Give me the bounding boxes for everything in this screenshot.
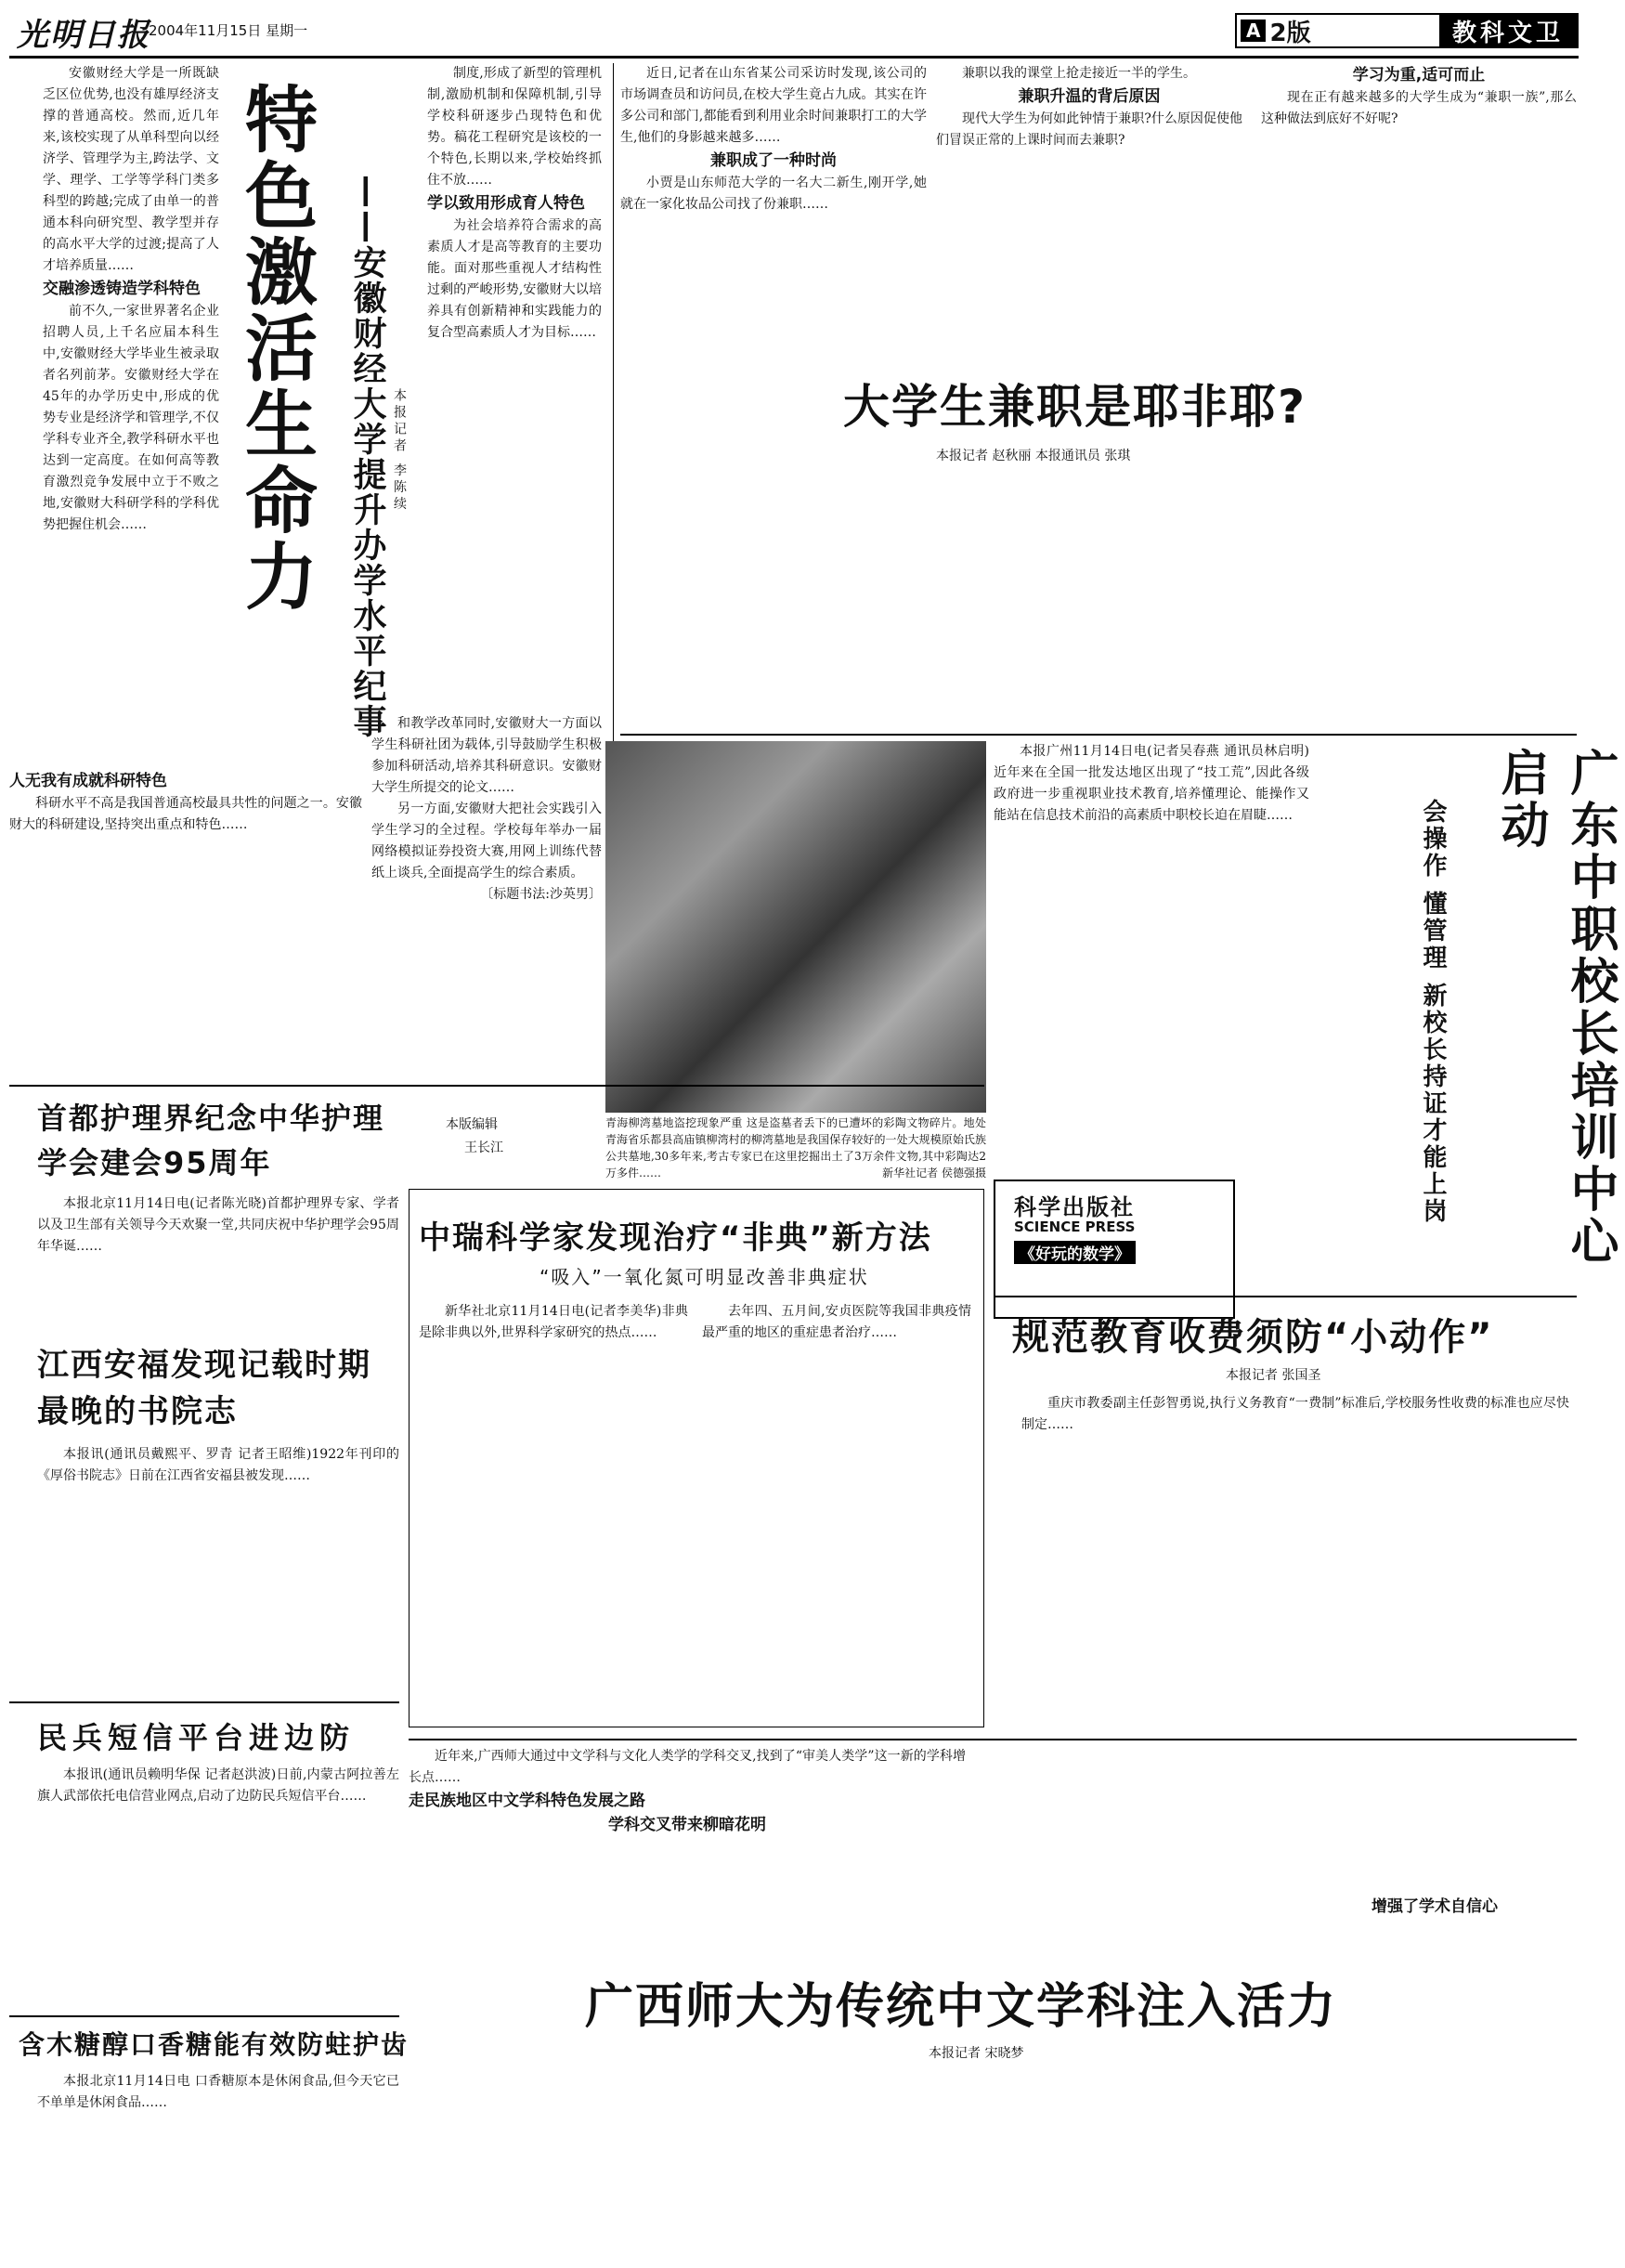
sars-paragraph: 新华社北京11月14日电(记者李美华)非典是除非典以外,世界科学家研究的热点……	[419, 1304, 688, 1340]
tuition-byline: 本报记者 张国圣	[1226, 1368, 1321, 1383]
photo-caption-block	[605, 1114, 986, 1189]
section-rule	[9, 1701, 399, 1703]
section-rule	[994, 1296, 1577, 1297]
parttime-column-3	[1261, 63, 1577, 342]
gum-title: 含木糖醇口香糖能有效防蛀护齿	[19, 2029, 410, 2060]
feature-byline: 本报记者 李陈续	[392, 388, 407, 514]
book-title: 《好玩的数学》	[1014, 1241, 1136, 1264]
gum-paragraph: 本报北京11月14日电 口香糖原本是休闲食品,但今天它已不单单是休闲食品……	[37, 2074, 399, 2110]
militia-paragraph: 本报讯(通讯员赖明华保 记者赵洪波)日前,内蒙古阿拉善左旗人武部依托电信营业网点,启动了边防民兵短信平台……	[37, 1767, 399, 1804]
parttime-subhead: 兼职成了一种时尚	[710, 151, 837, 170]
sars-subtitle: “吸入”一氧化氮可明显改善非典症状	[540, 1266, 869, 1288]
publisher-name: 科学出版社	[1014, 1194, 1135, 1220]
nursing-title: 首都护理界纪念中华护理学会建会95周年	[37, 1101, 385, 1180]
parttime-title: 大学生兼职是耶非耶?	[843, 380, 1307, 434]
parttime-byline: 本报记者 赵秋丽 本报通讯员 张琪	[936, 449, 1131, 463]
page-section-box	[1235, 13, 1579, 48]
parttime-paragraph: 现代大学生为何如此钟情于兼职?什么原因促使他们冒误正常的上课时间而去兼职?	[936, 111, 1242, 148]
guangxi-subhead: 走民族地区中文学科特色发展之路	[409, 1792, 645, 1810]
guangxi-byline: 本报记者 宋晓梦	[929, 2046, 1024, 2061]
sars-column-1	[419, 1301, 688, 1719]
newspaper-name: 光明日报	[17, 17, 150, 54]
library-title: 江西安福发现记载时期最晚的书院志	[37, 1347, 371, 1430]
feature-subhead: 交融渗透铸造学科特色	[43, 280, 201, 298]
masthead	[9, 7, 1579, 54]
photo-caption: 青海柳湾墓地盗挖现象严重 这是盗墓者丢下的已遭坏的彩陶文物碎片。地处青海省乐都县高庙镇柳湾村的柳湾墓地是我国保存较好的一处大规模原始氏族公共墓地,30多年来,考古专家已在这里挖掘出土了3万余件文物,其中彩陶达2万多件……	[605, 1116, 986, 1180]
parttime-column-2	[936, 63, 1242, 342]
section-rule	[9, 2015, 399, 2017]
parttime-article	[620, 63, 1577, 732]
feature-column-1	[43, 63, 219, 825]
feature-column-3	[427, 63, 602, 750]
masthead-rule	[9, 56, 1579, 59]
guangxi-paragraph: 近年来,广西师大通过中文学科与文化人类学的学科交叉,找到了“审美人类学”这一新的学科增长点……	[409, 1749, 966, 1785]
feature-title: 特色激活生命力	[233, 82, 317, 615]
sars-article	[409, 1189, 984, 1727]
parttime-subhead: 学习为重,适可而止	[1352, 66, 1486, 85]
photo-credit: 新华社记者 侯德强摄	[882, 1167, 986, 1180]
parttime-paragraph: 兼职以我的课堂上抢走接近一半的学生。	[962, 66, 1196, 81]
sars-title: 中瑞科学家发现治疗“非典”新方法	[419, 1219, 932, 1257]
feature-paragraph: 和教学改革同时,安徽财大一方面以学生科研社团为载体,引导鼓励学生积极参加科研活动,培养其科研意识。安徽财大学生所提交的论文……	[371, 716, 602, 795]
guangdong-paragraph: 本报广州11月14日电(记者吴春燕 通讯员林启明)近年来在全国一批发达地区出现了“技工荒”,因此各级政府进一步重视职业技术教育,培养懂理论、能操作又能站在信息技术前沿的高素质中职校长迫在眉睫……	[994, 744, 1309, 823]
guangxi-subhead: 增强了学术自信心	[1372, 1897, 1498, 1916]
feature-paragraph: 为社会培养符合需求的高素质人才是高等教育的主要功能。面对那些重视人才结构性过剩的严峻形势,安徽财大以培养具有创新精神和实践能力的复合型高素质人才为目标……	[427, 218, 602, 340]
section-rule	[409, 1739, 1577, 1740]
sars-column-2	[702, 1301, 971, 1719]
guangdong-subtitle: 会操作 懂管理 新校长持证才能上岗	[1419, 799, 1447, 1226]
publisher-name-en: SCIENCE PRESS	[1014, 1219, 1136, 1235]
tuition-paragraph: 重庆市教委副主任彭智勇说,执行义务教育“一费制”标准后,学校服务性收费的标准也应尽快制定……	[1021, 1396, 1569, 1432]
parttime-paragraph: 现在正有越来越多的大学生成为“兼职一族”,那么这种做法到底好不好呢?	[1261, 90, 1577, 126]
book-advertisement	[994, 1180, 1235, 1319]
tuition-text	[1021, 1393, 1569, 1737]
parttime-subhead: 兼职升温的背后原因	[1018, 87, 1161, 106]
guangxi-subhead: 学科交叉带来柳暗花明	[608, 1816, 766, 1834]
guangxi-title: 广西师大为传统中文学科注入活力	[585, 1979, 1338, 2035]
feature-paragraph: 另一方面,安徽财大把社会实践引入学生学习的全过程。学校每年举办一届网络模拟证券投资大赛,用网上训练代替纸上谈兵,全面提高学生的综合素质。	[371, 802, 602, 880]
editor-label: 本版编辑	[446, 1117, 498, 1132]
militia-text	[37, 1765, 399, 2006]
page-number: 2版	[1269, 19, 1311, 47]
title-calligraphy-credit: 〔标题书法:沙英男〕	[480, 887, 602, 902]
parttime-paragraph: 小贾是山东师范大学的一名大二新生,刚开学,她就在一家化妆品公司找了份兼职……	[620, 176, 927, 212]
feature-column-2	[9, 769, 362, 983]
feature-subtitle: ——安徽财经大学提升办学水平纪事	[348, 175, 386, 739]
feature-paragraph: 制度,形成了新型的管理机制,激励机制和保障机制,引导学校科研逐步凸现特色和优势。稿花工程研究是该校的一个特色,长期以来,学校始终抓住不放……	[427, 66, 602, 188]
feature-paragraph: 安徽财经大学是一所既缺乏区位优势,也没有雄厚经济支撑的普通高校。然而,近几年来,该校实现了从单科型向以经济学、管理学为主,跨法学、文学、理学、工学等学科门类多科型的跨越;完成了由单一的普通本科向研究型、教学型并存的高水平大学的过渡;提高了人才培养质量……	[43, 66, 219, 273]
feature-paragraph: 科研水平不高是我国普通高校最具共性的问题之一。安徽财大的科研建设,坚持突出重点和特色……	[9, 796, 362, 832]
library-paragraph: 本报讯(通讯员戴熙平、罗青 记者王昭维)1922年刊印的《厚俗书院志》日前在江西省安福县被发现……	[37, 1447, 399, 1483]
page-badge: A	[1241, 20, 1266, 42]
news-photo	[605, 741, 986, 1113]
feature-paragraph: 前不久,一家世界著名企业招聘人员,上千名应届本科生中,安徽财经大学毕业生被录取者名列前茅。安徽财经大学在45年的办学历史中,形成的优势专业是经济学和管理学,不仅学科专业齐全,教学科研水平也达到一定高度。在如何高等教育激烈竞争发展中立于不败之地,安徽财大科研学科的学科优势把握住机会……	[43, 304, 219, 532]
feature-subhead: 人无我有成就科研特色	[9, 772, 167, 790]
section-rule	[620, 734, 1577, 736]
feature-column-4	[371, 713, 602, 983]
nursing-text	[37, 1193, 399, 1323]
section-name: 教科文卫	[1439, 13, 1577, 48]
guangdong-title: 广东中职校长培训中心启动	[1492, 748, 1618, 1268]
militia-title: 民兵短信平台进边防	[37, 1720, 356, 1755]
nursing-paragraph: 本报北京11月14日电(记者陈光晓)首都护理界专家、学者以及卫生部有关领导今天欢聚一堂,共同庆祝中华护理学会95周年华诞……	[37, 1196, 399, 1254]
issue-date: 2004年11月15日 星期一	[149, 22, 308, 39]
guangxi-column-2	[1300, 1895, 1569, 1950]
parttime-paragraph: 近日,记者在山东省某公司采访时发现,该公司的市场调查员和访问员,在校大学生竟占九成。其实在许多公司和部门,都能看到利用业余时间兼职打工的大学生,他们的身影越来越多……	[620, 66, 927, 145]
sars-paragraph: 去年四、五月间,安贞医院等我国非典疫情最严重的地区的重症患者治疗……	[702, 1304, 971, 1340]
library-text	[37, 1444, 399, 1704]
gum-text	[37, 2071, 399, 2261]
feature-subhead: 学以致用形成育人特色	[427, 194, 585, 213]
guangxi-column-1	[409, 1746, 966, 1950]
feature-article	[9, 63, 604, 1075]
editor-name: 王长江	[464, 1141, 503, 1155]
section-rule	[9, 1085, 984, 1087]
tuition-title: 规范教育收费须防“小动作”	[1012, 1316, 1494, 1359]
